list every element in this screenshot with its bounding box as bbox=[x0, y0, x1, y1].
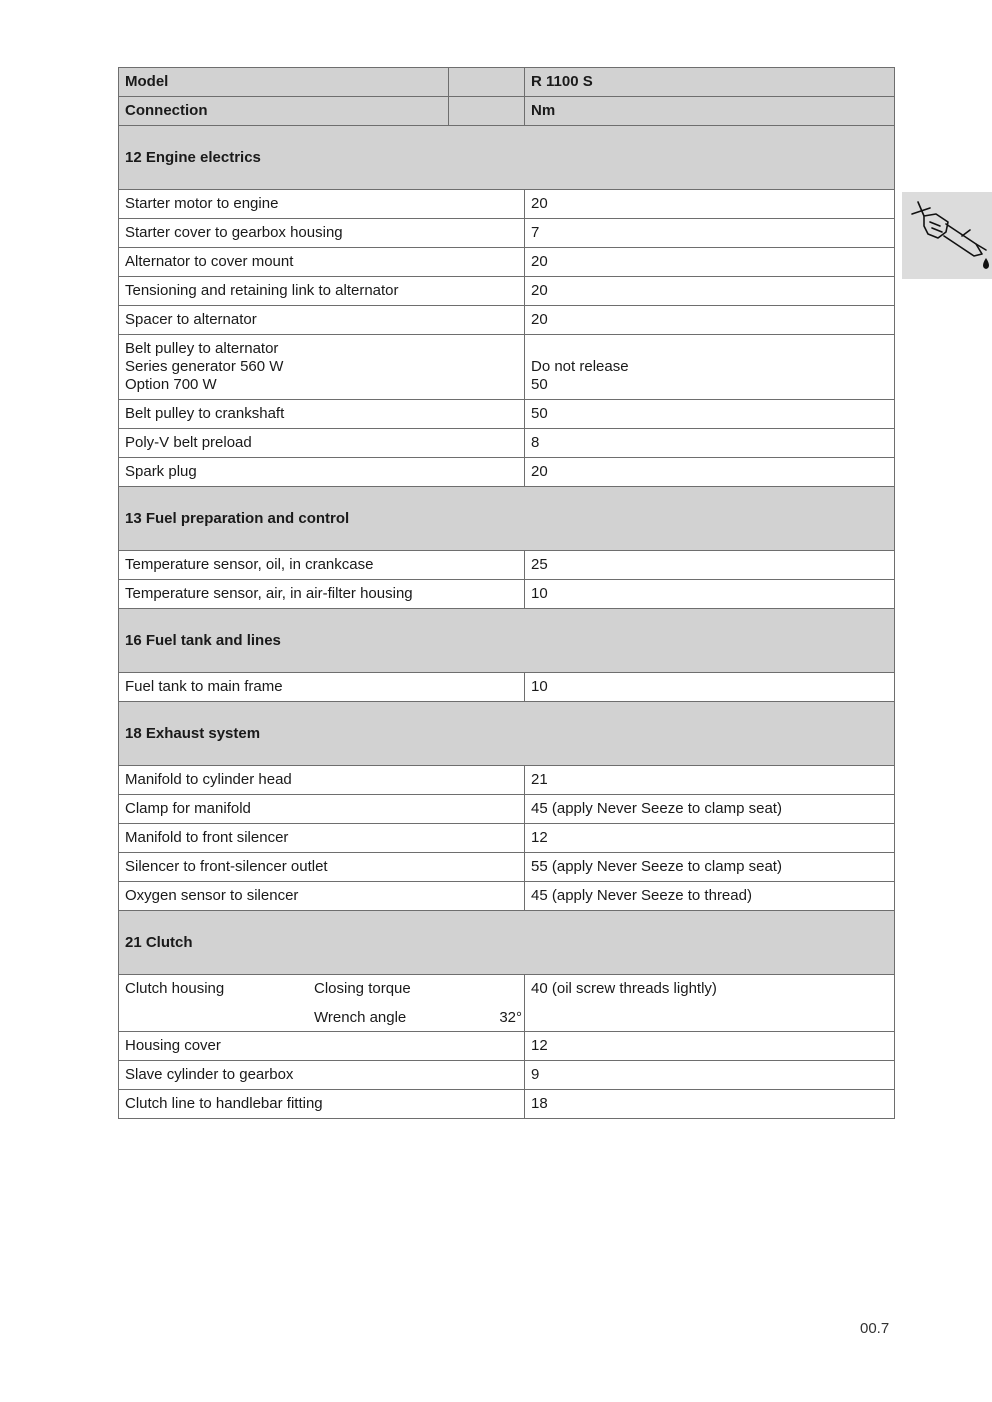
connection-cell bbox=[119, 975, 525, 1032]
table-row bbox=[119, 551, 895, 580]
torque-cell: 20 bbox=[525, 190, 895, 219]
connection-cell: Oxygen sensor to silencer bbox=[119, 882, 525, 911]
table-row bbox=[119, 824, 895, 853]
torque-cell: 20 bbox=[525, 248, 895, 277]
section-row bbox=[119, 487, 895, 551]
section-row bbox=[119, 911, 895, 975]
torque-cell: 10 bbox=[525, 673, 895, 702]
page-number: 00.7 bbox=[860, 1320, 890, 1337]
wrench-angle-value: 32° bbox=[499, 1009, 522, 1026]
torque-cell: 55 (apply Never Seeze to clamp seat) bbox=[525, 853, 895, 882]
connection-unit: Nm bbox=[525, 97, 895, 126]
model-label: Model bbox=[119, 68, 449, 97]
section-title: 21 Clutch bbox=[119, 911, 895, 975]
torque-cell: 7 bbox=[525, 219, 895, 248]
table-row bbox=[119, 1032, 895, 1061]
section-row bbox=[119, 702, 895, 766]
connection-line: Option 700 W bbox=[125, 376, 217, 393]
torque-cell: 12 bbox=[525, 824, 895, 853]
section-row bbox=[119, 126, 895, 190]
connection-cell: Spark plug bbox=[119, 458, 525, 487]
section-title: 18 Exhaust system bbox=[119, 702, 895, 766]
torque-cell: 8 bbox=[525, 429, 895, 458]
hand-with-oil-can-icon bbox=[902, 192, 992, 279]
torque-cell: 9 bbox=[525, 1061, 895, 1090]
table-row bbox=[119, 1061, 895, 1090]
table-row bbox=[119, 429, 895, 458]
torque-cell: 10 bbox=[525, 580, 895, 609]
table-row bbox=[119, 580, 895, 609]
table-row bbox=[119, 795, 895, 824]
connection-cell: Silencer to front-silencer outlet bbox=[119, 853, 525, 882]
torque-cell: 20 bbox=[525, 277, 895, 306]
header-row-model bbox=[119, 68, 895, 97]
connection-cell: Manifold to front silencer bbox=[119, 824, 525, 853]
connection-cell: Poly-V belt preload bbox=[119, 429, 525, 458]
torque-cell: 12 bbox=[525, 1032, 895, 1061]
wrench-angle-label: Wrench angle bbox=[314, 1009, 407, 1026]
torque-cell: 20 bbox=[525, 306, 895, 335]
table-row bbox=[119, 673, 895, 702]
connection-cell: Alternator to cover mount bbox=[119, 248, 525, 277]
table-row bbox=[119, 882, 895, 911]
connection-cell: Temperature sensor, oil, in crankcase bbox=[119, 551, 525, 580]
connection-label: Connection bbox=[119, 97, 449, 126]
table-row-clutch-housing bbox=[119, 975, 895, 1032]
section-title: 12 Engine electrics bbox=[119, 126, 895, 190]
table-row bbox=[119, 400, 895, 429]
chapter-tab bbox=[902, 192, 992, 279]
connection-cell: Temperature sensor, air, in air-filter housing bbox=[119, 580, 525, 609]
torque-line: Do not release bbox=[531, 358, 629, 375]
connection-cell: Housing cover bbox=[119, 1032, 525, 1061]
connection-cell: Belt pulley to crankshaft bbox=[119, 400, 525, 429]
connection-cell: Clutch line to handlebar fitting bbox=[119, 1090, 525, 1119]
table-row bbox=[119, 248, 895, 277]
torque-cell bbox=[525, 335, 895, 400]
torque-cell: 45 (apply Never Seeze to thread) bbox=[525, 882, 895, 911]
table-row bbox=[119, 853, 895, 882]
torque-spec-table bbox=[118, 67, 895, 1119]
model-value: R 1100 S bbox=[525, 68, 895, 97]
header-row-connection bbox=[119, 97, 895, 126]
connection-cell: Slave cylinder to gearbox bbox=[119, 1061, 525, 1090]
header-spacer bbox=[449, 97, 525, 126]
table-row bbox=[119, 219, 895, 248]
table-row bbox=[119, 306, 895, 335]
torque-spec-table-body bbox=[119, 68, 895, 1119]
torque-line: 50 bbox=[531, 376, 548, 393]
torque-cell: 20 bbox=[525, 458, 895, 487]
section-title: 16 Fuel tank and lines bbox=[119, 609, 895, 673]
table-row bbox=[119, 458, 895, 487]
torque-cell: 45 (apply Never Seeze to clamp seat) bbox=[525, 795, 895, 824]
connection-cell: Tensioning and retaining link to alternator bbox=[119, 277, 525, 306]
table-row bbox=[119, 277, 895, 306]
table-row bbox=[119, 190, 895, 219]
section-title: 13 Fuel preparation and control bbox=[119, 487, 895, 551]
connection-cell: Spacer to alternator bbox=[119, 306, 525, 335]
torque-cell: 25 bbox=[525, 551, 895, 580]
section-row bbox=[119, 609, 895, 673]
connection-cell: Starter motor to engine bbox=[119, 190, 525, 219]
closing-torque-label: Closing torque bbox=[314, 980, 411, 997]
torque-cell: 18 bbox=[525, 1090, 895, 1119]
connection-cell bbox=[119, 335, 525, 400]
torque-cell: 21 bbox=[525, 766, 895, 795]
torque-cell: 40 (oil screw threads lightly) bbox=[525, 975, 895, 1032]
header-spacer bbox=[449, 68, 525, 97]
connection-cell: Manifold to cylinder head bbox=[119, 766, 525, 795]
clutch-housing-label: Clutch housing bbox=[125, 980, 225, 997]
connection-line: Series generator 560 W bbox=[125, 358, 284, 375]
table-row bbox=[119, 766, 895, 795]
connection-line: Belt pulley to alternator bbox=[125, 340, 279, 357]
torque-cell: 50 bbox=[525, 400, 895, 429]
table-row bbox=[119, 1090, 895, 1119]
connection-cell: Starter cover to gearbox housing bbox=[119, 219, 525, 248]
connection-cell: Fuel tank to main frame bbox=[119, 673, 525, 702]
table-row-belt-pulley bbox=[119, 335, 895, 400]
connection-cell: Clamp for manifold bbox=[119, 795, 525, 824]
